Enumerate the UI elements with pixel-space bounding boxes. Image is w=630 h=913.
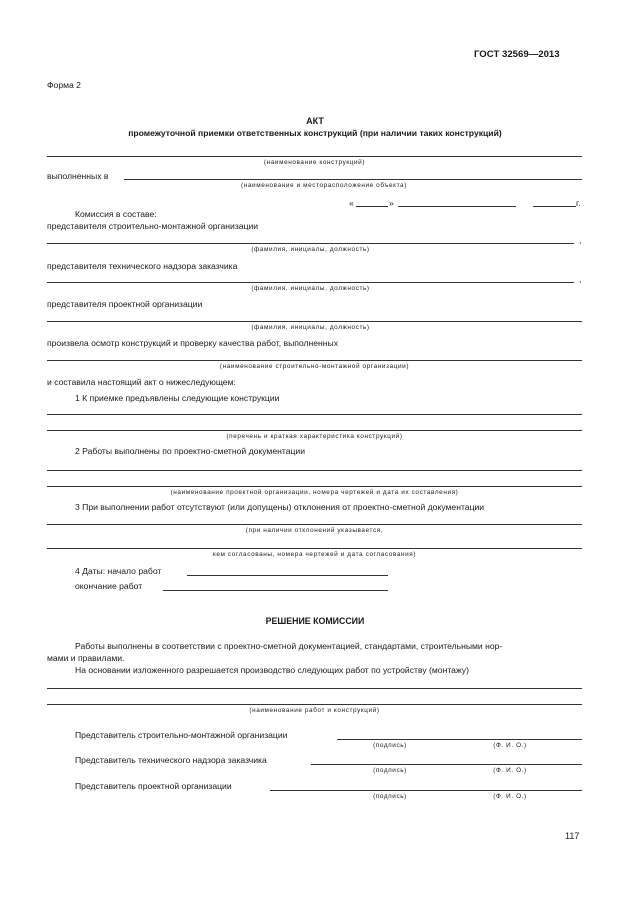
end-date-line[interactable] bbox=[163, 590, 388, 591]
object-line[interactable] bbox=[124, 179, 582, 180]
item-3-label: 3 При выполнении работ отсутствуют (или допущены) отклонения от проектно-сметной документации bbox=[75, 502, 485, 512]
contractor-org-line[interactable] bbox=[47, 360, 582, 361]
signature-design-line[interactable] bbox=[270, 790, 582, 791]
item-3-line-2[interactable] bbox=[47, 548, 582, 549]
caption-signature-1: (подпись) bbox=[373, 742, 407, 749]
comma-2: , bbox=[579, 274, 582, 284]
date-close-quote: » bbox=[389, 198, 394, 208]
item-1-line-2[interactable] bbox=[47, 430, 582, 431]
commission-label: Комиссия в составе: bbox=[75, 209, 157, 219]
caption-signature-3: (подпись) bbox=[373, 793, 407, 800]
caption-fio-2: (фамилия, инициалы, должность) bbox=[251, 285, 370, 292]
rep-customer-line[interactable] bbox=[47, 282, 574, 283]
item-3-line-1[interactable] bbox=[47, 524, 582, 525]
act-subtitle: промежуточной приемки ответственных конструкций (при наличии таких конструкций) bbox=[128, 128, 502, 138]
start-date-line[interactable] bbox=[187, 575, 388, 576]
label-performed-in: выполненных в bbox=[47, 171, 109, 181]
year-suffix: г. bbox=[576, 198, 581, 208]
comma-1: , bbox=[579, 235, 582, 245]
date-year-line[interactable] bbox=[533, 206, 576, 207]
works-line-2[interactable] bbox=[47, 704, 582, 705]
signature-contractor-line[interactable] bbox=[337, 739, 582, 740]
caption-deviations: (при наличии отклонений указывается, bbox=[245, 527, 384, 534]
page-number: 117 bbox=[565, 831, 580, 841]
date-day-line[interactable] bbox=[356, 206, 388, 207]
caption-name-2: (Ф. И. О.) bbox=[493, 767, 527, 774]
act-title: АКТ bbox=[306, 116, 324, 126]
signature-contractor-label: Представитель строительно-монтажной организации bbox=[75, 730, 288, 740]
item-1-label: 1 К приемке предъявлены следующие конструкции bbox=[75, 393, 280, 403]
item-2-label: 2 Работы выполнены по проектно-сметной документации bbox=[75, 446, 306, 456]
caption-signature-2: (подпись) bbox=[373, 767, 407, 774]
caption-list-constructions: (перечень и краткая характеристика конструкций) bbox=[226, 433, 403, 440]
caption-object: (наименование и месторасположение объекта) bbox=[241, 182, 407, 189]
decision-paragraph-2: На основании изложенного разрешается производство следующих работ по устройству (монтажу) bbox=[75, 665, 469, 675]
item-4-end-label: окончание работ bbox=[75, 581, 143, 591]
constructions-name-line[interactable] bbox=[47, 156, 582, 157]
decision-heading: РЕШЕНИЕ КОМИССИИ bbox=[265, 616, 365, 626]
caption-design-org: (наименование проектной организации, номера чертежей и дата их составления) bbox=[170, 489, 459, 496]
signature-customer-line[interactable] bbox=[311, 764, 582, 765]
inspected-label: произвела осмотр конструкций и проверку качества работ, выполненных bbox=[47, 338, 338, 348]
standard-number: ГОСТ 32569—2013 bbox=[474, 49, 560, 60]
form-label: Форма 2 bbox=[47, 80, 81, 90]
caption-contractor-org: (наименование строительно-монтажной организации) bbox=[219, 363, 410, 370]
date-month-line[interactable] bbox=[398, 206, 516, 207]
rep-customer-label: представителя технического надзора заказчика bbox=[47, 261, 238, 271]
compiled-label: и составила настоящий акт о нижеследующем: bbox=[47, 377, 236, 387]
rep-contractor-label: представителя строительно-монтажной организации bbox=[47, 221, 259, 231]
caption-fio-3: (фамилия, инициалы, должность) bbox=[251, 324, 370, 331]
caption-constructions-name: (наименование конструкций) bbox=[263, 159, 366, 166]
decision-paragraph-1-line-1: Работы выполнены в соответствии с проектно-сметной документацией, стандартами, строительными нор- bbox=[75, 641, 503, 651]
item-1-line-1[interactable] bbox=[47, 414, 582, 415]
date-open-quote: « bbox=[349, 198, 354, 208]
rep-contractor-line[interactable] bbox=[47, 243, 574, 244]
caption-name-3: (Ф. И. О.) bbox=[493, 793, 527, 800]
signature-customer-label: Представитель технического надзора заказчика bbox=[75, 755, 267, 765]
caption-works-constructions: (наименование работ и конструкций) bbox=[249, 707, 380, 714]
item-4-start-label: 4 Даты: начало работ bbox=[75, 566, 162, 576]
decision-paragraph-1-line-2: мами и правилами. bbox=[47, 653, 125, 663]
works-line-1[interactable] bbox=[47, 688, 582, 689]
item-2-line-2[interactable] bbox=[47, 486, 582, 487]
item-2-line-1[interactable] bbox=[47, 470, 582, 471]
caption-agreed: кем согласованы, номера чертежей и дата согласования) bbox=[212, 551, 417, 558]
rep-design-label: представителя проектной организации bbox=[47, 299, 203, 309]
rep-design-line[interactable] bbox=[47, 321, 582, 322]
caption-name-1: (Ф. И. О.) bbox=[493, 742, 527, 749]
caption-fio-1: (фамилия, инициалы, должность) bbox=[251, 246, 370, 253]
signature-design-label: Представитель проектной организации bbox=[75, 781, 232, 791]
